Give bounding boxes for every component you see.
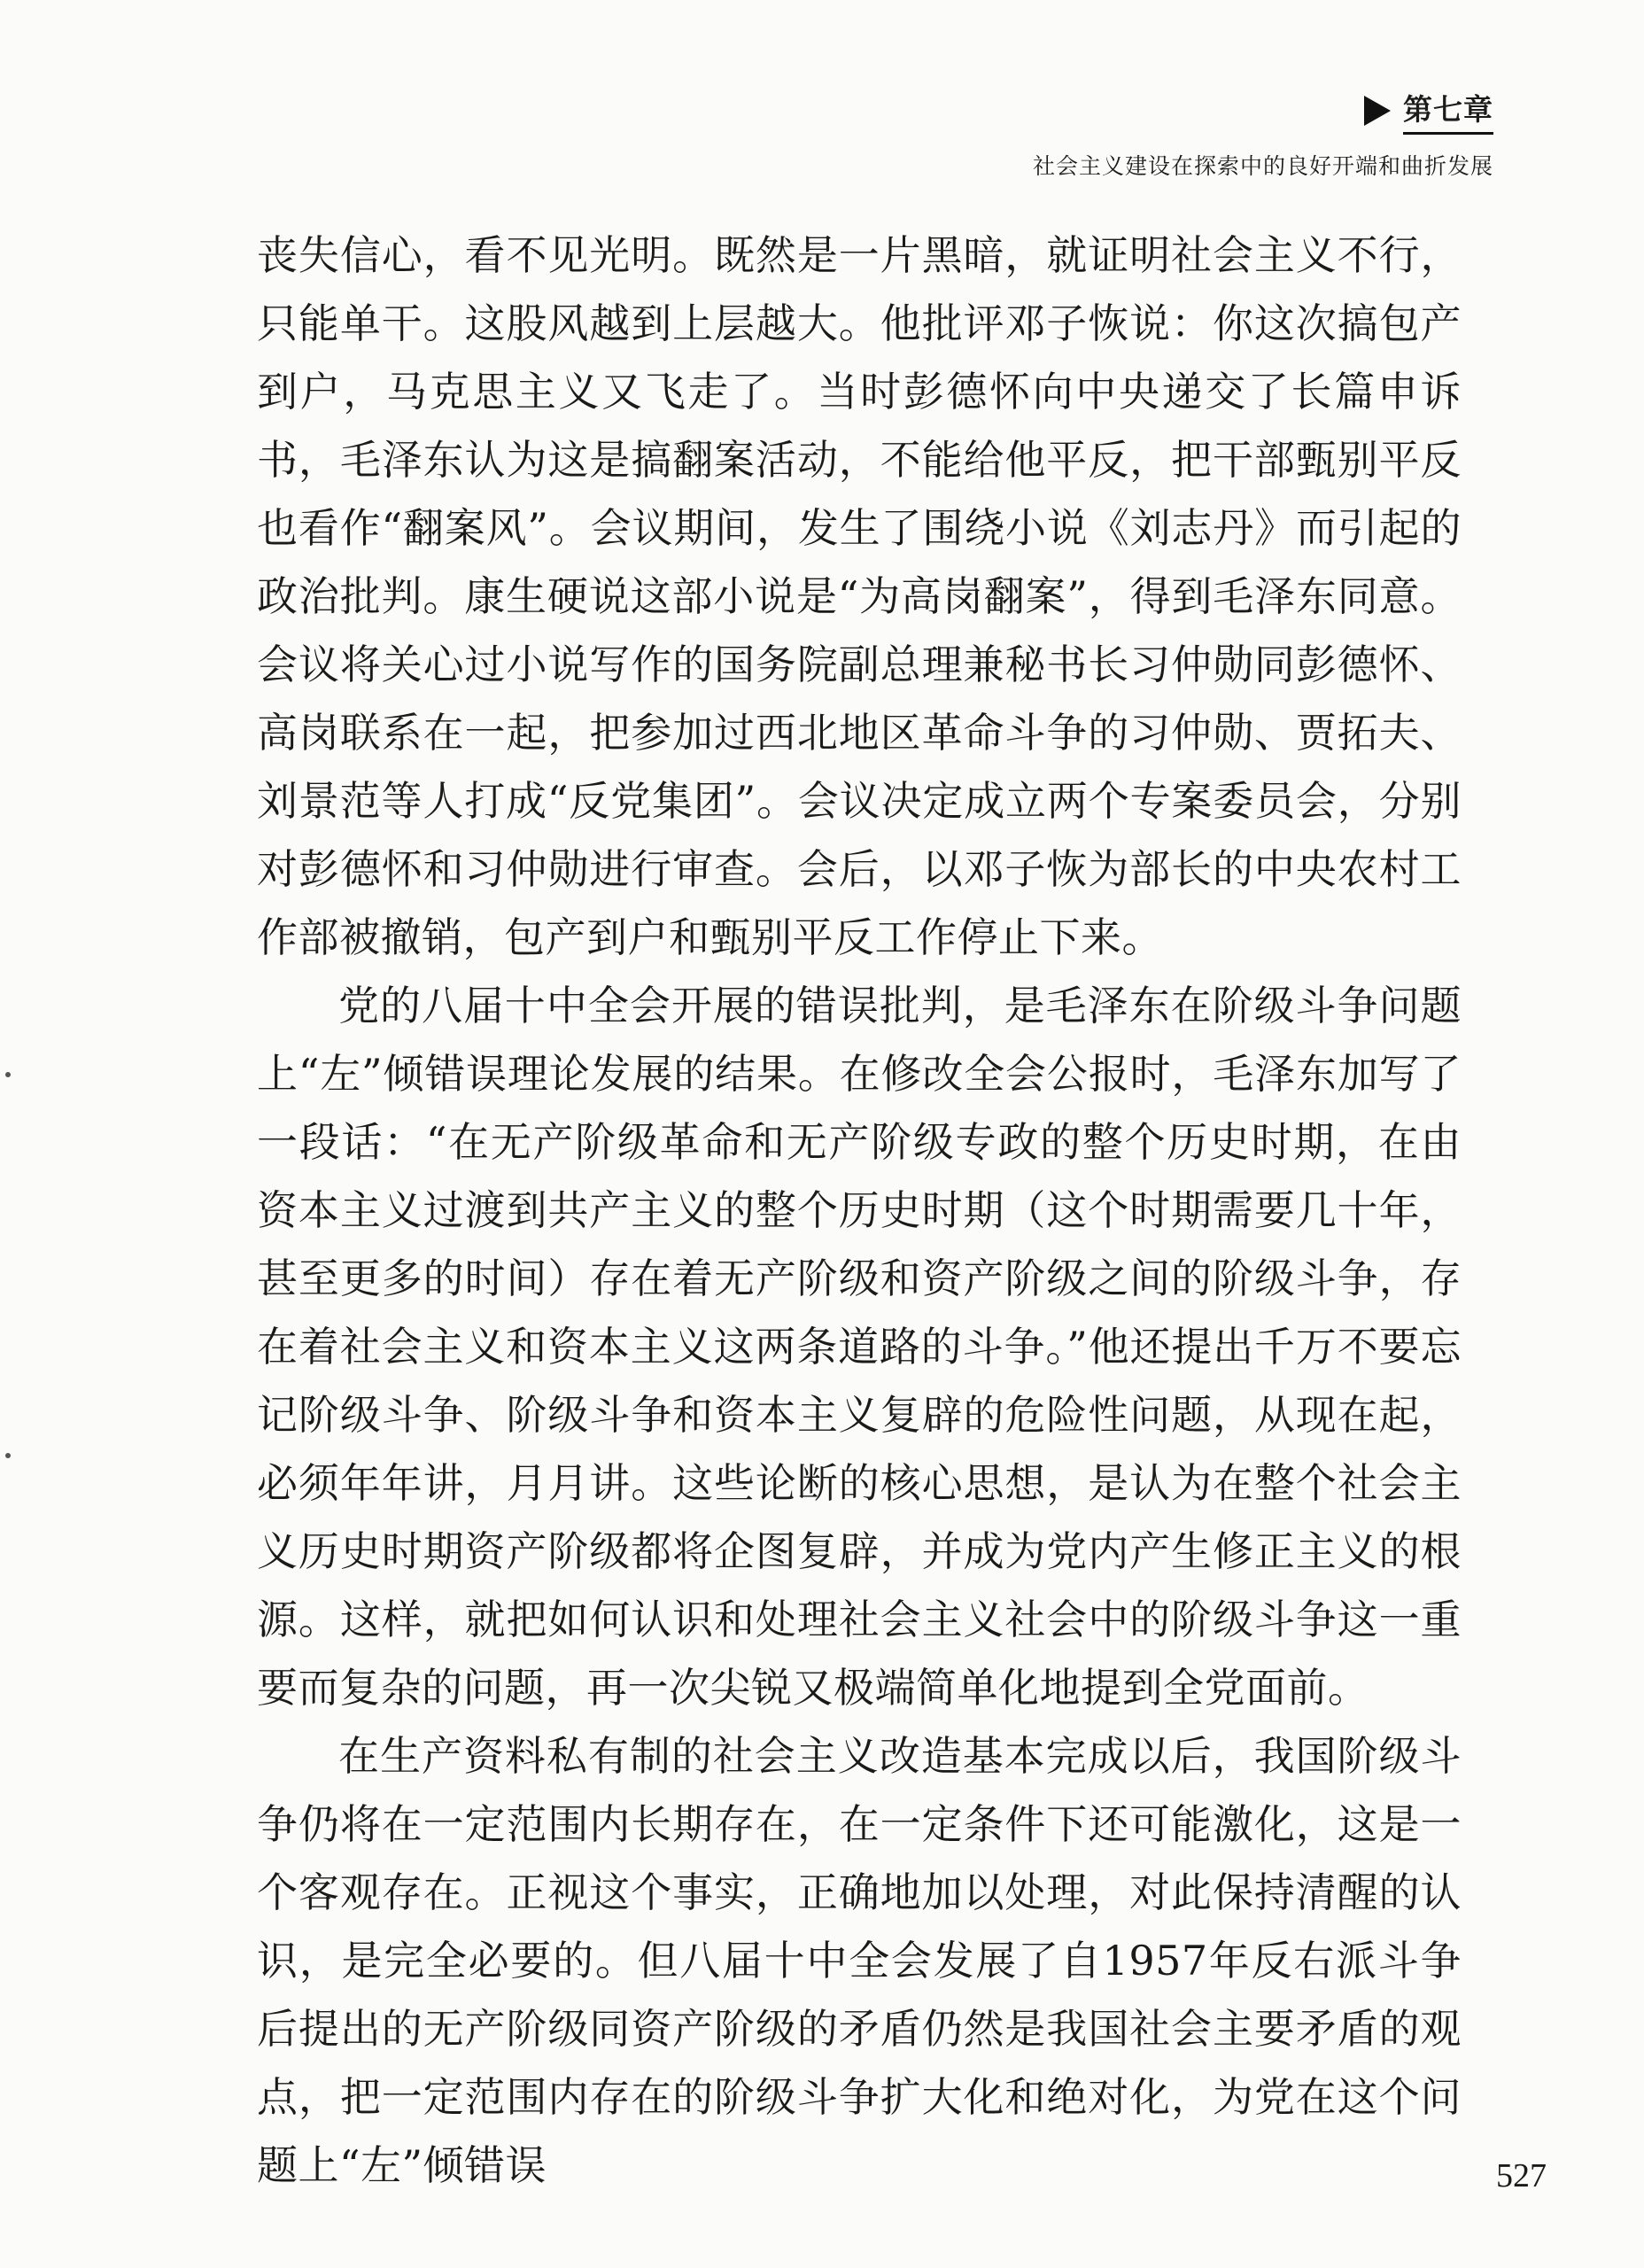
page-number: 527 xyxy=(1496,2157,1547,2194)
body-text xyxy=(257,221,1462,2200)
chapter-line xyxy=(696,87,1493,135)
paragraph-3: 在生产资料私有制的社会主义改造基本完成以后，我国阶级斗争仍将在一定范围内长期存在，在一定条件下还可能激化，这是一个客观存在。正视这个事实，正确地加以处理，对此保持清醒的认识，是完全必要的。但八届十中全会发展了自1957年反右派斗争后提出的无产阶级同资产阶级的矛盾仍然是我国社会主要矛盾的观点，把一定范围内存在的阶级斗争扩大化和绝对化，为党在这个问题上“左”倾错误 xyxy=(257,1732,1462,2189)
scan-edge-mark xyxy=(5,1072,11,1077)
chapter-subtitle: 社会主义建设在探索中的良好开端和曲折发展 xyxy=(1032,153,1493,179)
scan-edge-mark xyxy=(5,1453,11,1458)
chapter-title: 第七章 xyxy=(1403,87,1493,135)
play-triangle-icon xyxy=(1364,96,1391,126)
paragraph-2: 党的八届十中全会开展的错误批判，是毛泽东在阶级斗争问题上“左”倾错误理论发展的结果。在修改全会公报时，毛泽东加写了一段话：“在无产阶级革命和无产阶级专政的整个历史时期，在由资本主义过渡到共产主义的整个历史时期（这个时期需要几十年，甚至更多的时间）存在着无产阶级和资产阶级之间的阶级斗争，存在着社会主义和资本主义这两条道路的斗争。”他还提出千万不要忘记阶级斗争、阶级斗争和资本主义复辟的危险性问题，从现在起，必须年年讲，月月讲。这些论断的核心思想，是认为在整个社会主义历史时期资产阶级都将企图复辟，并成为党内产生修正主义的根源。这样，就把如何认识和处理社会主义社会中的阶级斗争这一重要而复杂的问题，再一次尖锐又极端简单化地提到全党面前。 xyxy=(257,982,1462,1712)
paragraph-1: 丧失信心，看不见光明。既然是一片黑暗，就证明社会主义不行，只能单干。这股风越到上层越大。他批评邓子恢说：你这次搞包产到户，马克思主义又飞走了。当时彭德怀向中央递交了长篇申诉书，毛泽东认为这是搞翻案活动，不能给他平反，把干部甄别平反也看作“翻案风”。会议期间，发生了围绕小说《刘志丹》而引起的政治批判。康生硬说这部小说是“为高岗翻案”，得到毛泽东同意。会议将关心过小说写作的国务院副总理兼秘书长习仲勋同彭德怀、高岗联系在一起，把参加过西北地区革命斗争的习仲勋、贾拓夫、刘景范等人打成“反党集团”。会议决定成立两个专案委员会，分别对彭德怀和习仲勋进行审查。会后，以邓子恢为部长的中央农村工作部被撤销，包产到户和甄别平反工作停止下来。 xyxy=(257,231,1462,961)
running-header xyxy=(696,87,1493,181)
